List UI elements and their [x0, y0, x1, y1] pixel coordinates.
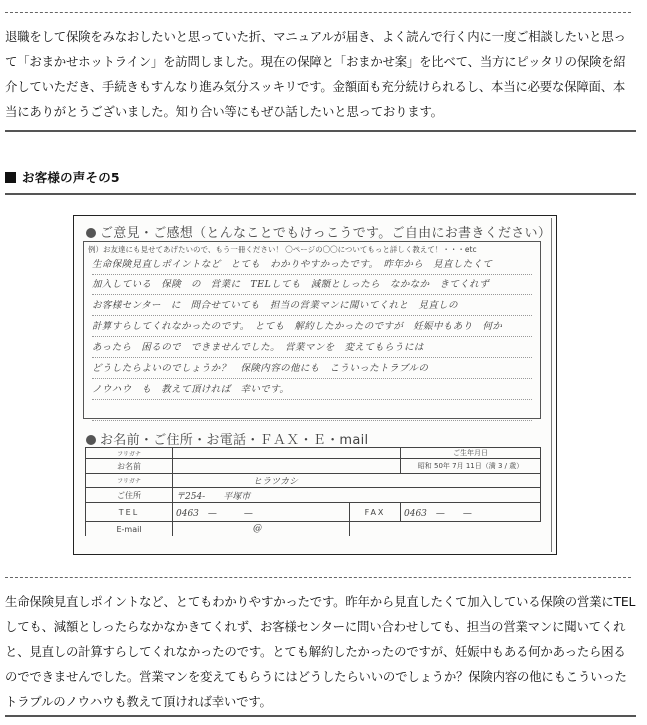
address-label: ご住所 — [86, 488, 173, 503]
handwritten-line: 生命保険見直しポイントなど とても わかりやすかったです。 昨年から 見直したくて — [92, 256, 532, 275]
address-value: 〒254- 平塚市 — [173, 488, 541, 503]
email-label: E-mail — [86, 522, 173, 537]
bullet-icon — [86, 435, 96, 445]
birthday-label: ご生年月日 — [401, 448, 541, 459]
address-furigana-label: フリガナ — [86, 474, 173, 488]
section-title-underline — [5, 193, 636, 195]
dashed-divider-top — [5, 12, 631, 13]
comment-box — [83, 241, 541, 419]
handwritten-line: 計算すらしてくれなかったのです。 とても 解約したかったのですが 妊娠中もあり 何か — [92, 318, 532, 337]
fax-value: 0463 — — — [401, 503, 541, 522]
scanned-feedback-form-image — [73, 215, 557, 555]
example-text: 例）お友達にも見せてあげたいので、もう一冊ください！ 〇ページの〇〇についてもっと詳しく教えて！・・・etc — [88, 245, 477, 254]
black-square-icon — [5, 172, 16, 183]
birthday-value: 昭和 50年 7月 11日（満 3 / 歳） — [401, 459, 541, 474]
bottom-divider — [5, 715, 636, 717]
handwritten-line: 加入している 保険 の 営業に TELしても 減額としったら なかなか きてくれず — [92, 276, 532, 295]
handwritten-line: あったら 困るので できませんでした。 営業マンを 変えてもらうには — [92, 339, 532, 358]
handwritten-line: ノウハウ も 教えて頂ければ 幸いです。 — [92, 381, 532, 400]
contact-info-title: お名前・ご住所・お電話・ＦＡＸ・Ｅ・mail — [86, 429, 368, 448]
section-divider — [5, 130, 636, 132]
section-heading — [5, 168, 120, 186]
fax-label: FAX — [350, 503, 401, 522]
name-value — [173, 459, 401, 474]
name-label: お名前 — [86, 459, 173, 474]
tel-value: 0463 — — — [173, 503, 350, 522]
scan-edge — [551, 218, 552, 552]
handwritten-line: どうしたらよいのでしょうか？ 保険内容の他にも こういったトラブルの — [92, 360, 532, 379]
section-title: お客様の声その5 — [22, 170, 120, 185]
address-furigana-value: ヒラツカシ — [173, 474, 541, 488]
contact-info-table — [85, 447, 541, 536]
dashed-divider-middle — [5, 577, 631, 578]
testimonial-4-text: 退職をして保険をみなおしたいと思っていた折、マニュアルが届き、よく読んで行く内に一度ご相談したいと思って「おまかせホットライン」を訪問しました。現在の保障と「おまかせ案」を比べて、当方にピッタリの保険を紹介していただき、手続きもすんなり進み気分スッキリです。金額面も充分続けられるし、本当に必要な保障面、本当にありがとうございました。知り合い等にもぜひ話したいと思っております。 — [5, 29, 626, 119]
furigana-label: フリガナ — [86, 448, 173, 459]
opinion-title: ご意見・ご感想（とんなことでもけっこうです。ご自由にお書きください） — [86, 222, 551, 241]
testimonial-5-text: 生命保険見直しポイントなど、とてもわかりやすかったです。昨年から見直したくて加入している保険の営業にTELしても、減額としったらなかなかきてくれず、お客様センターに問い合わせしても、担当の営業マンに聞いてくれと、見直しの計算すらしてくれなかったのです。とても解約したかったのですが、妊娠中もある何かあったら困るのでできませんでした。営業マンを変えてもらうにはどうしたらいいのでしょうか？保険内容の他にもこういったトラブルのノウハウも教えて頂ければ幸いです。 — [5, 594, 636, 709]
handwritten-line: お客様センター に 問合せていても 担当の営業マンに聞いてくれと 見直しの — [92, 297, 532, 316]
name-furigana-value — [173, 448, 401, 459]
email-value: @ — [173, 522, 350, 537]
email-blank — [350, 522, 541, 537]
tel-label: TEL — [86, 503, 173, 522]
bullet-icon — [86, 228, 96, 238]
blank-line — [92, 402, 532, 421]
